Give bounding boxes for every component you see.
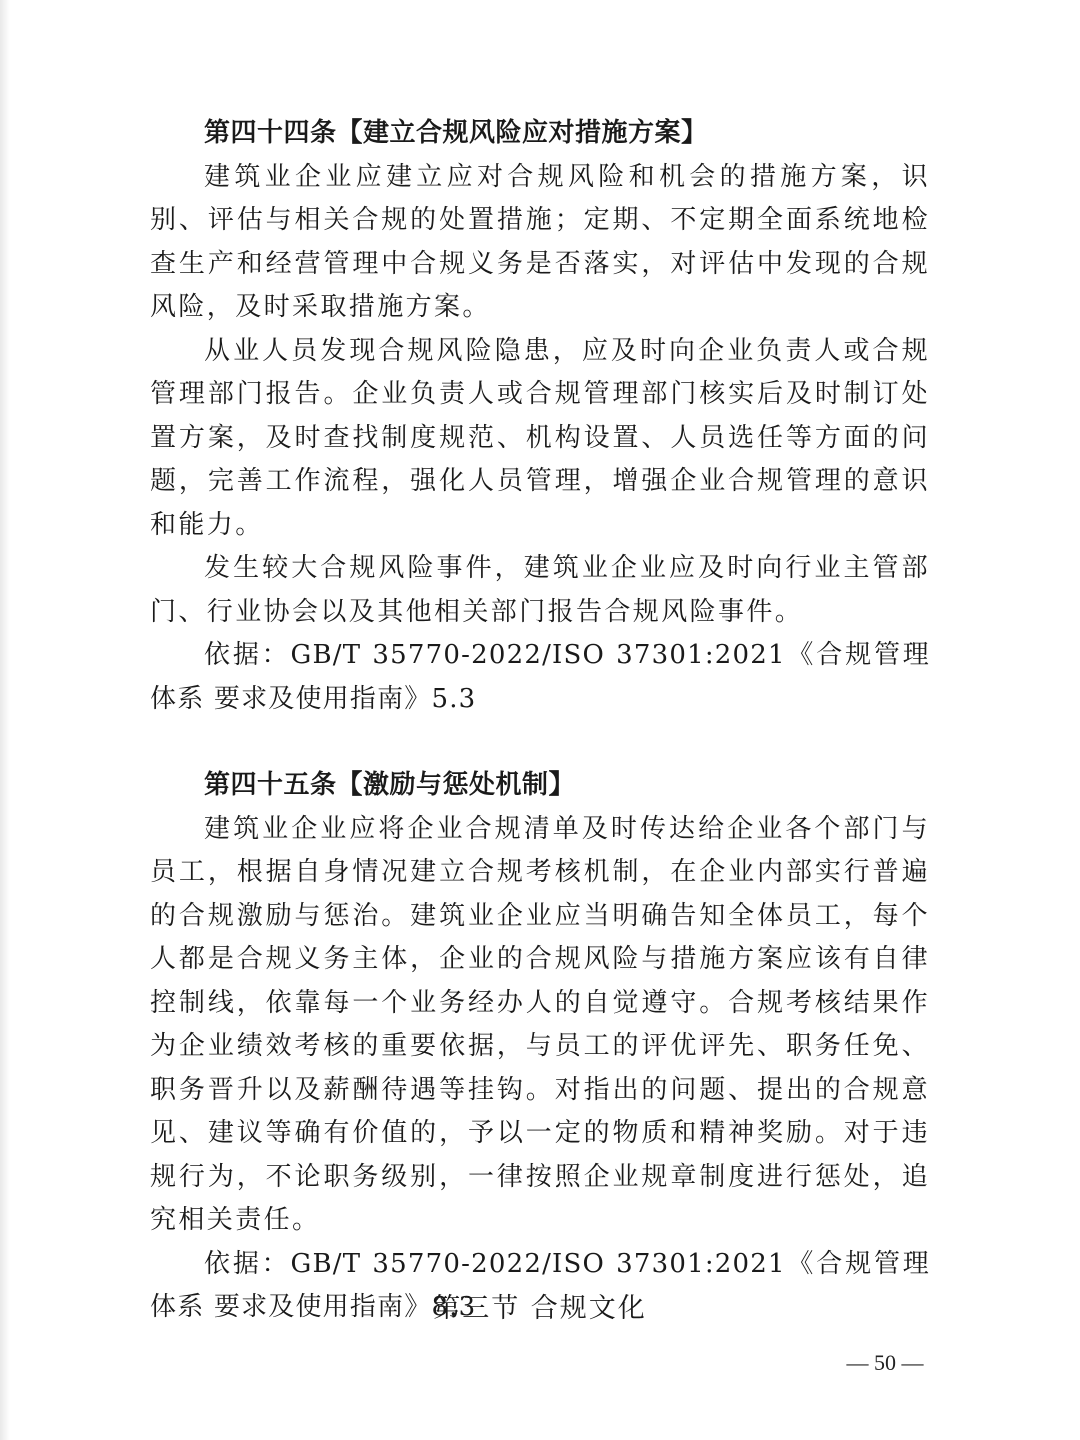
section-title: 第三节 合规文化 xyxy=(433,1293,647,1324)
article-44-heading: 第四十四条【建立合规风险应对措施方案】 xyxy=(204,118,708,148)
article-45-heading: 第四十五条【激励与惩处机制】 xyxy=(204,770,576,800)
article-45-basis: 依据：GB/T 35770-2022/ISO 37301:2021《合规管理体系 要求及使用指南》8.3 xyxy=(150,1248,930,1322)
article-45-paragraph-1: 建筑业企业应将企业合规清单及时传达给企业各个部门与员工，根据自身情况建立合规考核机制，在企业内部实行普遍的合规激励与惩治。建筑业企业应当明确告知全体员工，每个人都是合规义务主体，企业的合规风险与措施方案应该有自律控制线，依靠每一个业务经办人的自觉遵守。合规考核结果作为企业绩效考核的重要依据，与员工的评优评先、职务任免、职务晋升以及薪酬待遇等挂钩。对指出的问题、提出的合规意见、建议等确有价值的，予以一定的物质和精神奖励。对于违规行为，不论职务级别，一律按照企业规章制度进行惩处，追究相关责任。 xyxy=(150,813,930,1235)
article-44-paragraph-2: 从业人员发现合规风险隐患，应及时向企业负责人或合规管理部门报告。企业负责人或合规管理部门核实后及时制订处置方案，及时查找制度规范、机构设置、人员选任等方面的问题，完善工作流程，强化人员管理，增强企业合规管理的意识和能力。 xyxy=(150,335,930,540)
article-gap xyxy=(150,721,930,764)
article-44-paragraph-3: 发生较大合规风险事件，建筑业企业应及时向行业主管部门、行业协会以及其他相关部门报告合规风险事件。 xyxy=(150,553,930,627)
article-44-paragraph-1: 建筑业企业应建立应对合规风险和机会的措施方案，识别、评估与相关合规的处置措施；定期、不定期全面系统地检查生产和经营管理中合规义务是否落实，对评估中发现的合规风险，及时采取措施方案。 xyxy=(150,161,930,322)
page-number: — 50 — xyxy=(846,1350,924,1375)
page-edge-shadow xyxy=(0,0,10,1440)
article-44-basis: 依据：GB/T 35770-2022/ISO 37301:2021《合规管理体系 要求及使用指南》5.3 xyxy=(150,640,930,714)
document-body xyxy=(150,112,930,1330)
